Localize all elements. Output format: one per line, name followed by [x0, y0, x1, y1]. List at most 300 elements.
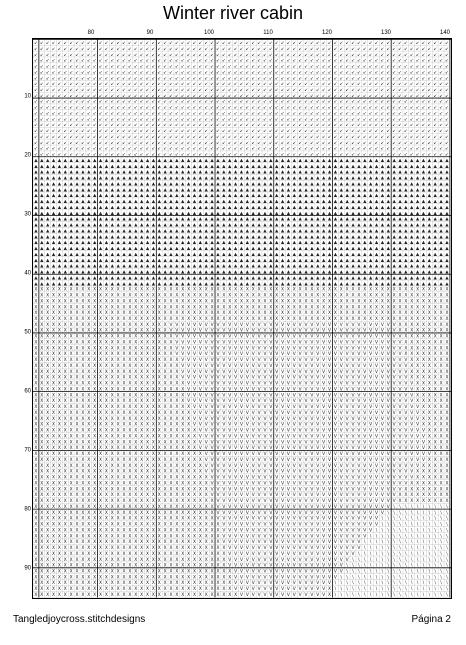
svg-text:X: X — [181, 445, 184, 451]
svg-text:X: X — [99, 363, 102, 369]
svg-text:▲: ▲ — [205, 200, 209, 205]
svg-text:▲: ▲ — [304, 200, 308, 205]
svg-text:↙: ↙ — [46, 117, 50, 122]
svg-text:▲: ▲ — [64, 264, 68, 269]
svg-text:V: V — [299, 363, 302, 369]
svg-text:▲: ▲ — [69, 158, 73, 163]
svg-text:▲: ▲ — [287, 182, 291, 187]
svg-text:▲: ▲ — [87, 282, 91, 287]
svg-text:↙: ↙ — [63, 47, 67, 52]
svg-text:↙: ↙ — [339, 41, 343, 46]
svg-text:V: V — [293, 445, 296, 451]
svg-text:▲: ▲ — [158, 164, 162, 169]
svg-text:▲: ▲ — [322, 235, 326, 240]
svg-text:X: X — [34, 363, 37, 369]
svg-text:↙: ↙ — [216, 141, 220, 146]
svg-text:V: V — [287, 357, 290, 363]
svg-text:X: X — [428, 334, 431, 340]
svg-text:↙: ↙ — [110, 135, 114, 140]
svg-text:X: X — [434, 293, 437, 299]
svg-text:▲: ▲ — [46, 258, 50, 263]
svg-text:↙: ↙ — [105, 129, 109, 134]
svg-text:↙: ↙ — [363, 129, 367, 134]
svg-text:↙: ↙ — [357, 117, 361, 122]
svg-text:▲: ▲ — [369, 276, 373, 281]
svg-text:▲: ▲ — [116, 241, 120, 246]
svg-text:X: X — [422, 381, 425, 387]
svg-text:X: X — [404, 322, 407, 328]
svg-text:X: X — [52, 310, 55, 316]
svg-text:V: V — [340, 386, 343, 392]
svg-text:↙: ↙ — [105, 76, 109, 81]
svg-text:V: V — [246, 351, 249, 357]
svg-text:↙: ↙ — [175, 153, 179, 158]
svg-text:↙: ↙ — [363, 82, 367, 87]
svg-text:▲: ▲ — [375, 223, 379, 228]
svg-text:V: V — [205, 345, 208, 351]
svg-text:X: X — [76, 357, 79, 363]
svg-text:▲: ▲ — [246, 194, 250, 199]
svg-text:↙: ↙ — [428, 100, 432, 105]
svg-text:▲: ▲ — [58, 182, 62, 187]
svg-text:X: X — [87, 293, 90, 299]
svg-text:X: X — [246, 287, 249, 293]
svg-text:▲: ▲ — [81, 164, 85, 169]
svg-text:▲: ▲ — [328, 270, 332, 275]
svg-text:X: X — [70, 392, 73, 398]
svg-text:▲: ▲ — [199, 194, 203, 199]
svg-text:X: X — [169, 351, 172, 357]
svg-text:▲: ▲ — [287, 217, 291, 222]
svg-text:X: X — [117, 398, 120, 404]
svg-text:↙: ↙ — [404, 82, 408, 87]
svg-text:↙: ↙ — [163, 106, 167, 111]
svg-text:V: V — [387, 375, 390, 381]
svg-text:X: X — [105, 357, 108, 363]
svg-text:↙: ↙ — [99, 47, 103, 52]
svg-text:V: V — [252, 404, 255, 410]
svg-text:↙: ↙ — [369, 47, 373, 52]
svg-text:↙: ↙ — [251, 88, 255, 93]
svg-text:▲: ▲ — [340, 258, 344, 263]
svg-text:▲: ▲ — [105, 223, 109, 228]
svg-text:▲: ▲ — [81, 223, 85, 228]
svg-text:↙: ↙ — [122, 135, 126, 140]
svg-text:↙: ↙ — [339, 82, 343, 87]
svg-text:▲: ▲ — [439, 158, 443, 163]
svg-text:▲: ▲ — [269, 276, 273, 281]
svg-text:V: V — [275, 369, 278, 375]
svg-text:↙: ↙ — [99, 153, 103, 158]
svg-text:X: X — [76, 369, 79, 375]
svg-text:V: V — [422, 428, 425, 434]
svg-text:V: V — [263, 422, 266, 428]
svg-text:▲: ▲ — [428, 264, 432, 269]
svg-text:▲: ▲ — [439, 200, 443, 205]
svg-text:▲: ▲ — [416, 205, 420, 210]
svg-text:V: V — [258, 386, 261, 392]
svg-text:X: X — [134, 416, 137, 422]
svg-text:↙: ↙ — [310, 129, 314, 134]
svg-text:X: X — [34, 439, 37, 445]
svg-text:X: X — [64, 293, 67, 299]
svg-text:↙: ↙ — [316, 129, 320, 134]
row-label-80: 80 — [21, 507, 31, 514]
svg-text:▲: ▲ — [410, 170, 414, 175]
svg-text:X: X — [269, 298, 272, 304]
svg-text:V: V — [293, 328, 296, 334]
svg-text:V: V — [393, 334, 396, 340]
svg-text:V: V — [240, 340, 243, 346]
svg-text:X: X — [123, 334, 126, 340]
svg-text:↙: ↙ — [263, 141, 267, 146]
svg-text:V: V — [287, 392, 290, 398]
svg-text:↙: ↙ — [99, 76, 103, 81]
svg-text:X: X — [164, 428, 167, 434]
svg-text:▲: ▲ — [381, 176, 385, 181]
svg-text:X: X — [422, 293, 425, 299]
svg-text:↙: ↙ — [398, 53, 402, 58]
svg-text:↙: ↙ — [34, 123, 38, 128]
svg-text:X: X — [111, 334, 114, 340]
svg-text:X: X — [158, 439, 161, 445]
svg-text:↙: ↙ — [152, 53, 156, 58]
svg-text:↙: ↙ — [52, 94, 56, 99]
svg-text:↙: ↙ — [152, 59, 156, 64]
svg-text:▲: ▲ — [263, 241, 267, 246]
svg-text:↙: ↙ — [275, 65, 279, 70]
svg-text:▲: ▲ — [187, 252, 191, 257]
svg-text:▲: ▲ — [187, 276, 191, 281]
svg-text:X: X — [99, 392, 102, 398]
svg-text:▲: ▲ — [216, 247, 220, 252]
svg-text:↙: ↙ — [216, 47, 220, 52]
svg-text:▲: ▲ — [52, 194, 56, 199]
svg-text:X: X — [352, 316, 355, 322]
svg-text:▲: ▲ — [263, 200, 267, 205]
svg-text:V: V — [375, 363, 378, 369]
svg-text:▲: ▲ — [140, 176, 144, 181]
svg-text:▲: ▲ — [205, 276, 209, 281]
svg-text:X: X — [410, 328, 413, 334]
svg-text:↙: ↙ — [105, 70, 109, 75]
footer-page-number: Página 2 — [412, 614, 451, 625]
svg-text:V: V — [352, 398, 355, 404]
svg-text:↙: ↙ — [410, 47, 414, 52]
svg-text:V: V — [328, 428, 331, 434]
svg-text:V: V — [322, 381, 325, 387]
svg-text:V: V — [322, 375, 325, 381]
svg-text:↙: ↙ — [204, 100, 208, 105]
svg-text:X: X — [46, 404, 49, 410]
svg-text:▲: ▲ — [193, 282, 197, 287]
svg-text:↙: ↙ — [439, 47, 443, 52]
svg-text:X: X — [152, 445, 155, 451]
svg-text:V: V — [369, 369, 372, 375]
svg-text:▲: ▲ — [392, 258, 396, 263]
svg-text:↙: ↙ — [428, 94, 432, 99]
svg-text:X: X — [440, 386, 443, 392]
svg-text:↙: ↙ — [58, 141, 62, 146]
svg-text:V: V — [404, 392, 407, 398]
svg-text:▲: ▲ — [210, 194, 214, 199]
svg-text:V: V — [187, 375, 190, 381]
svg-text:▲: ▲ — [158, 188, 162, 193]
svg-text:▲: ▲ — [322, 200, 326, 205]
svg-text:▲: ▲ — [52, 188, 56, 193]
svg-text:X: X — [152, 287, 155, 293]
svg-text:X: X — [40, 433, 43, 439]
svg-text:↙: ↙ — [328, 106, 332, 111]
svg-text:↙: ↙ — [298, 53, 302, 58]
svg-text:↙: ↙ — [439, 117, 443, 122]
svg-text:▲: ▲ — [199, 217, 203, 222]
svg-text:↙: ↙ — [69, 76, 73, 81]
svg-text:↙: ↙ — [287, 41, 291, 46]
svg-text:X: X — [275, 298, 278, 304]
svg-text:↙: ↙ — [292, 88, 296, 93]
svg-text:↙: ↙ — [228, 147, 232, 152]
svg-text:V: V — [169, 322, 172, 328]
svg-text:▲: ▲ — [87, 247, 91, 252]
svg-text:↙: ↙ — [140, 135, 144, 140]
svg-text:▲: ▲ — [298, 158, 302, 163]
svg-text:↙: ↙ — [75, 88, 79, 93]
svg-text:V: V — [287, 410, 290, 416]
svg-text:▲: ▲ — [181, 217, 185, 222]
svg-text:V: V — [222, 392, 225, 398]
svg-text:X: X — [410, 310, 413, 316]
svg-text:X: X — [416, 375, 419, 381]
svg-text:↙: ↙ — [404, 41, 408, 46]
svg-text:V: V — [252, 345, 255, 351]
svg-text:▲: ▲ — [269, 164, 273, 169]
svg-text:▲: ▲ — [34, 194, 38, 199]
svg-text:▲: ▲ — [122, 182, 126, 187]
svg-text:↙: ↙ — [416, 53, 420, 58]
svg-text:V: V — [234, 375, 237, 381]
svg-text:V: V — [393, 433, 396, 439]
svg-text:↙: ↙ — [175, 47, 179, 52]
svg-text:X: X — [445, 386, 448, 392]
svg-text:X: X — [123, 369, 126, 375]
svg-text:X: X — [158, 404, 161, 410]
svg-text:X: X — [70, 304, 73, 310]
svg-text:▲: ▲ — [434, 217, 438, 222]
svg-text:↙: ↙ — [339, 65, 343, 70]
svg-text:↙: ↙ — [175, 88, 179, 93]
svg-text:↙: ↙ — [416, 41, 420, 46]
svg-text:▲: ▲ — [122, 264, 126, 269]
svg-text:V: V — [363, 404, 366, 410]
svg-text:↙: ↙ — [52, 53, 56, 58]
svg-text:▲: ▲ — [387, 211, 391, 216]
svg-text:↙: ↙ — [404, 76, 408, 81]
svg-text:V: V — [346, 422, 349, 428]
svg-text:X: X — [281, 287, 284, 293]
svg-text:X: X — [258, 304, 261, 310]
svg-text:X: X — [146, 310, 149, 316]
svg-text:↙: ↙ — [404, 59, 408, 64]
svg-text:▲: ▲ — [416, 276, 420, 281]
svg-text:↙: ↙ — [222, 59, 226, 64]
svg-text:↙: ↙ — [93, 41, 97, 46]
svg-text:↙: ↙ — [175, 141, 179, 146]
svg-text:▲: ▲ — [87, 264, 91, 269]
svg-text:▲: ▲ — [169, 176, 173, 181]
svg-text:▲: ▲ — [52, 176, 56, 181]
svg-text:▲: ▲ — [240, 205, 244, 210]
svg-text:▲: ▲ — [398, 188, 402, 193]
svg-text:V: V — [334, 439, 337, 445]
svg-text:▲: ▲ — [351, 247, 355, 252]
svg-text:▲: ▲ — [99, 164, 103, 169]
svg-text:X: X — [76, 381, 79, 387]
svg-text:↙: ↙ — [322, 47, 326, 52]
svg-text:↙: ↙ — [375, 59, 379, 64]
svg-text:V: V — [316, 433, 319, 439]
svg-text:V: V — [275, 422, 278, 428]
svg-text:↙: ↙ — [122, 76, 126, 81]
svg-text:▲: ▲ — [69, 164, 73, 169]
svg-text:▲: ▲ — [298, 276, 302, 281]
svg-text:X: X — [93, 433, 96, 439]
svg-text:V: V — [316, 357, 319, 363]
svg-text:▲: ▲ — [228, 170, 232, 175]
svg-text:X: X — [40, 310, 43, 316]
svg-text:X: X — [187, 316, 190, 322]
svg-text:V: V — [352, 392, 355, 398]
svg-text:▲: ▲ — [269, 158, 273, 163]
svg-text:▲: ▲ — [111, 158, 115, 163]
svg-text:X: X — [422, 357, 425, 363]
svg-text:X: X — [64, 445, 67, 451]
svg-text:X: X — [422, 334, 425, 340]
svg-text:↙: ↙ — [87, 88, 91, 93]
svg-text:X: X — [117, 316, 120, 322]
svg-text:↙: ↙ — [87, 123, 91, 128]
svg-text:X: X — [99, 404, 102, 410]
svg-text:▲: ▲ — [75, 282, 79, 287]
svg-text:V: V — [222, 328, 225, 334]
svg-text:X: X — [240, 304, 243, 310]
svg-text:X: X — [146, 340, 149, 346]
svg-text:▲: ▲ — [146, 276, 150, 281]
svg-text:↙: ↙ — [81, 47, 85, 52]
svg-text:↙: ↙ — [363, 106, 367, 111]
svg-text:▲: ▲ — [158, 235, 162, 240]
svg-text:↙: ↙ — [245, 141, 249, 146]
svg-text:V: V — [322, 357, 325, 363]
svg-text:V: V — [263, 369, 266, 375]
svg-text:↙: ↙ — [316, 65, 320, 70]
svg-text:▲: ▲ — [187, 176, 191, 181]
svg-text:↙: ↙ — [122, 94, 126, 99]
svg-text:X: X — [76, 334, 79, 340]
svg-text:↙: ↙ — [222, 53, 226, 58]
svg-text:X: X — [64, 304, 67, 310]
svg-text:X: X — [281, 293, 284, 299]
svg-text:▲: ▲ — [64, 200, 68, 205]
svg-text:▲: ▲ — [134, 194, 138, 199]
svg-text:▲: ▲ — [175, 241, 179, 246]
svg-text:▲: ▲ — [228, 241, 232, 246]
svg-text:↙: ↙ — [263, 153, 267, 158]
svg-text:▲: ▲ — [122, 282, 126, 287]
svg-text:X: X — [99, 293, 102, 299]
svg-text:X: X — [64, 433, 67, 439]
svg-text:X: X — [445, 392, 448, 398]
svg-text:↙: ↙ — [345, 123, 349, 128]
svg-text:↙: ↙ — [386, 59, 390, 64]
svg-text:↙: ↙ — [52, 65, 56, 70]
svg-text:X: X — [152, 334, 155, 340]
svg-text:X: X — [334, 293, 337, 299]
svg-text:↙: ↙ — [392, 94, 396, 99]
svg-text:▲: ▲ — [428, 270, 432, 275]
svg-text:↙: ↙ — [287, 59, 291, 64]
svg-text:↙: ↙ — [87, 59, 91, 64]
svg-text:▲: ▲ — [205, 223, 209, 228]
svg-text:↙: ↙ — [298, 76, 302, 81]
svg-text:↙: ↙ — [428, 129, 432, 134]
svg-text:▲: ▲ — [187, 194, 191, 199]
svg-text:▲: ▲ — [75, 164, 79, 169]
svg-text:↙: ↙ — [316, 123, 320, 128]
svg-text:X: X — [334, 287, 337, 293]
svg-text:↙: ↙ — [251, 147, 255, 152]
svg-text:↙: ↙ — [339, 111, 343, 116]
svg-text:↙: ↙ — [292, 123, 296, 128]
svg-text:↙: ↙ — [157, 70, 161, 75]
svg-text:↙: ↙ — [416, 135, 420, 140]
svg-text:X: X — [175, 398, 178, 404]
svg-text:▲: ▲ — [99, 258, 103, 263]
svg-text:V: V — [222, 433, 225, 439]
svg-text:▲: ▲ — [392, 164, 396, 169]
svg-text:▲: ▲ — [304, 158, 308, 163]
svg-text:V: V — [316, 381, 319, 387]
svg-text:X: X — [164, 304, 167, 310]
svg-text:X: X — [76, 416, 79, 422]
svg-text:V: V — [234, 439, 237, 445]
svg-text:▲: ▲ — [298, 194, 302, 199]
svg-text:▲: ▲ — [152, 164, 156, 169]
svg-text:↙: ↙ — [257, 70, 261, 75]
svg-text:X: X — [87, 439, 90, 445]
svg-text:↙: ↙ — [369, 141, 373, 146]
svg-text:↙: ↙ — [339, 88, 343, 93]
svg-text:↙: ↙ — [128, 94, 132, 99]
svg-text:↙: ↙ — [199, 129, 203, 134]
svg-text:V: V — [246, 357, 249, 363]
svg-text:▲: ▲ — [34, 217, 38, 222]
svg-text:↙: ↙ — [422, 76, 426, 81]
svg-text:V: V — [252, 445, 255, 451]
svg-text:V: V — [216, 404, 219, 410]
svg-text:↙: ↙ — [63, 147, 67, 152]
svg-text:↙: ↙ — [410, 41, 414, 46]
svg-text:V: V — [352, 363, 355, 369]
svg-text:V: V — [228, 357, 231, 363]
svg-text:X: X — [199, 310, 202, 316]
svg-text:▲: ▲ — [293, 217, 297, 222]
svg-text:▲: ▲ — [369, 252, 373, 257]
svg-text:V: V — [187, 328, 190, 334]
svg-text:X: X — [428, 298, 431, 304]
svg-text:X: X — [140, 310, 143, 316]
svg-text:V: V — [216, 445, 219, 451]
